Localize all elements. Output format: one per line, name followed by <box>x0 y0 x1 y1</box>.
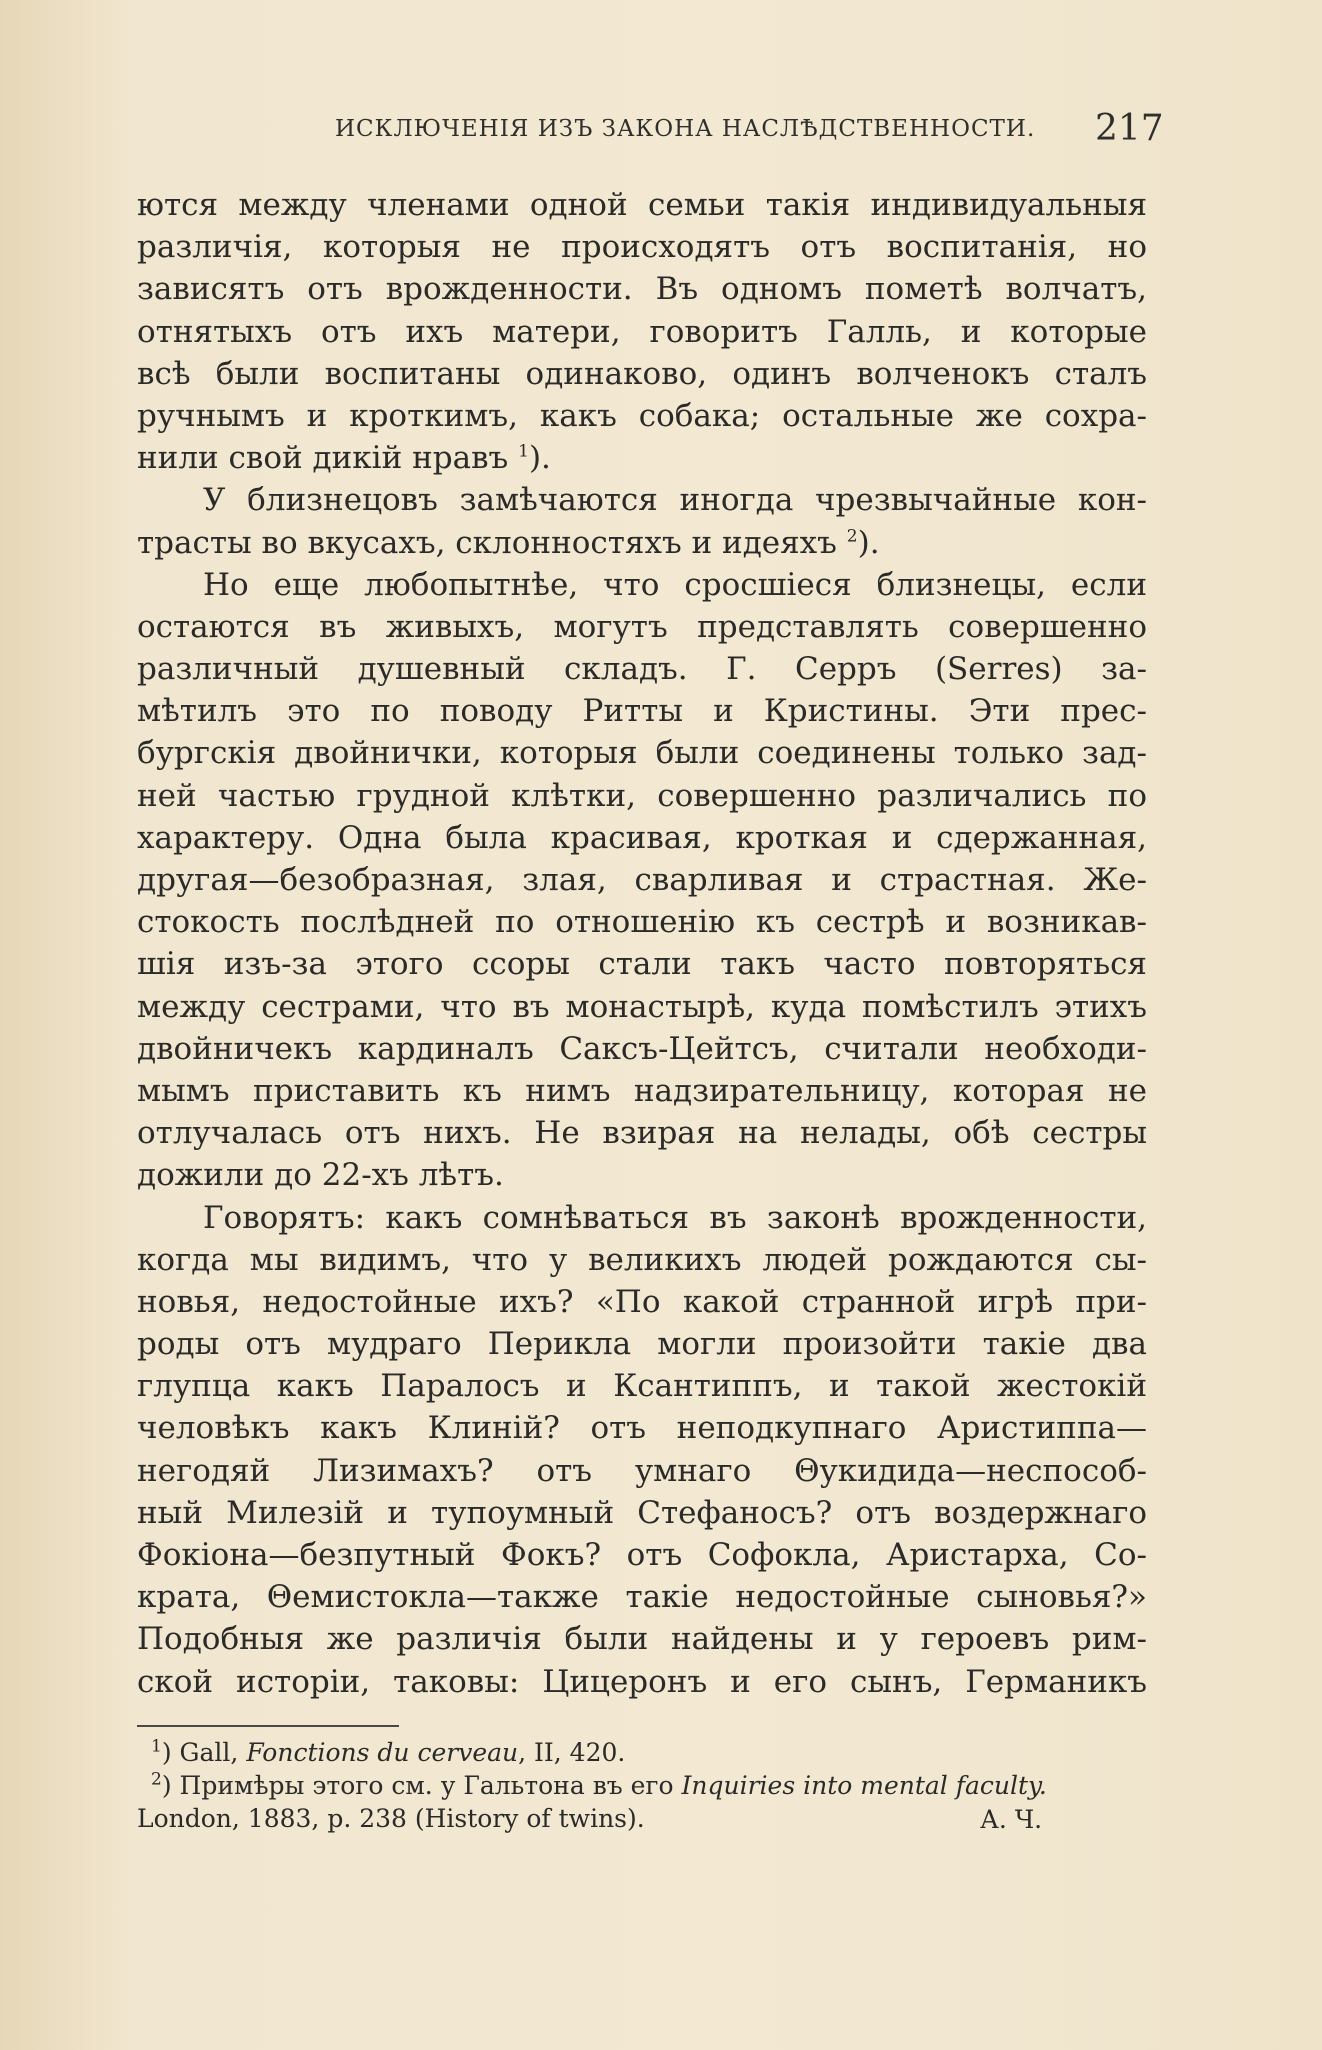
text-line: различный душевный складъ. Г. Серръ (Serres) за- <box>137 651 1147 688</box>
text-line: зависятъ отъ врожденности. Въ одномъ пометѣ волчатъ, <box>137 271 1147 308</box>
footnote-mark: 1 <box>151 1736 162 1757</box>
text-line: Но еще любопытнѣе, что сросшіеся близнецы, если <box>203 566 1147 603</box>
footnote-title: Inquiries into mental faculty. <box>681 1771 1047 1800</box>
footnote-1: $^1$) Gall, Fonctions du cerveau, II, 420. <box>151 1736 626 1767</box>
text-line: мѣтилъ это по поводу Ритты и Кристины. Эти прес- <box>137 693 1147 730</box>
text-fragment: трасты во вкусахъ, склонностяхъ и идеяхъ <box>137 524 837 561</box>
text-line: стокость послѣдней по отношенію къ сестрѣ и возникав- <box>137 904 1147 941</box>
footnote-divider <box>137 1725 399 1727</box>
text-line: всѣ были воспитаны одинаково, одинъ волченокъ сталъ <box>137 355 1147 392</box>
text-line: У близнецовъ замѣчаются иногда чрезвычайные кон- <box>203 482 1147 519</box>
text-line: новья, недостойные ихъ? «По какой странной игрѣ при- <box>137 1283 1147 1320</box>
text-line <box>137 522 1147 564</box>
footnote-mark: 2 <box>151 1769 162 1790</box>
footnote-2: $^2$) Примѣры этого см. у Гальтона въ его Inquiries into mental faculty. <box>151 1769 1047 1800</box>
text-line: отлучалась отъ нихъ. Не взирая на нелады, обѣ сестры <box>137 1115 1147 1152</box>
page-number: 217 <box>1095 108 1164 149</box>
text-fragment: ). <box>857 524 880 561</box>
running-title: ИСКЛЮЧЕНІЯ ИЗЪ ЗАКОНА НАСЛѢДСТВЕННОСТИ. <box>335 116 1036 142</box>
text-line: роды отъ мудраго Перикла могли произойти такіе два <box>137 1326 1147 1363</box>
footnote-rest: , II, 420. <box>518 1738 626 1767</box>
footnote-title: Fonctions du cerveau <box>246 1738 519 1767</box>
text-line: негодяй Лизимахъ? отъ умнаго Θукидида—неспособ- <box>137 1452 1147 1489</box>
text-line <box>137 437 1147 479</box>
text-line: глупца какъ Паралосъ и Ксантиппъ, и такой жестокій <box>137 1368 1147 1405</box>
text-line: Фокіона—безпутный Фокъ? отъ Софокла, Аристарха, Со- <box>137 1537 1147 1573</box>
text-line: ручнымъ и кроткимъ, какъ собака; остальные же сохра- <box>137 397 1147 434</box>
text-line: мымъ приставить къ нимъ надзирательницу, которая не <box>137 1072 1147 1109</box>
text-line: ской исторіи, таковы: Цицеронъ и его сынъ, Германикъ <box>137 1663 1147 1700</box>
footnote-author: Gall, <box>179 1738 239 1767</box>
footnote-2-continued: London, 1883, p. 238 (History of twins). <box>137 1804 645 1833</box>
translator-initials: А. Ч. <box>980 1805 1043 1834</box>
text-fragment: ). <box>528 440 551 477</box>
footnote-lead: Примѣры этого см. у Гальтона въ его <box>179 1771 674 1800</box>
body-text <box>137 184 1147 1703</box>
text-line: ный Милезій и тупоумный Стефаносъ? отъ воздержнаго <box>137 1494 1147 1531</box>
text-line: человѣкъ какъ Клиній? отъ неподкупнаго Аристиппа— <box>137 1410 1147 1447</box>
text-line: когда мы видимъ, что у великихъ людей рождаются сы- <box>137 1241 1147 1278</box>
footnote-ref-1: 1 <box>518 441 529 462</box>
text-line: между сестрами, что въ монастырѣ, куда помѣстилъ этихъ <box>137 988 1147 1025</box>
text-line: двойничекъ кардиналъ Саксъ-Цейтсъ, считали необходи- <box>137 1030 1147 1067</box>
text-line: отнятыхъ отъ ихъ матери, говоритъ Галль, и которые <box>137 313 1147 350</box>
text-line: другая—безобразная, злая, сварливая и страстная. Же- <box>137 862 1147 898</box>
text-line: ней частью грудной клѣтки, совершенно различались по <box>137 777 1147 814</box>
text-line: Подобныя же различія были найдены и у героевъ рим- <box>137 1621 1147 1658</box>
text-line: шія изъ-за этого ссоры стали такъ часто повторяться <box>137 946 1147 983</box>
text-line: характеру. Одна была красивая, кроткая и сдержанная, <box>137 819 1147 856</box>
text-line: различія, которыя не происходятъ отъ воспитанія, но <box>137 229 1147 266</box>
text-line: крата, Θемистокла—также такіе недостойные сыновья?» <box>137 1579 1147 1616</box>
text-line: остаются въ живыхъ, могутъ представлять совершенно <box>137 608 1147 645</box>
text-line: Говорятъ: какъ сомнѣваться въ законѣ врожденности, <box>203 1199 1147 1236</box>
text-line: дожили до 22-хъ лѣтъ. <box>137 1157 504 1194</box>
text-line: ются между членами одной семьи такія индивидуальныя <box>137 187 1147 223</box>
text-line: бургскія двойнички, которыя были соединены только зад- <box>137 735 1147 772</box>
footnote-ref-2: 2 <box>846 526 858 547</box>
text-fragment: нили свой дикій нравъ <box>137 440 509 477</box>
